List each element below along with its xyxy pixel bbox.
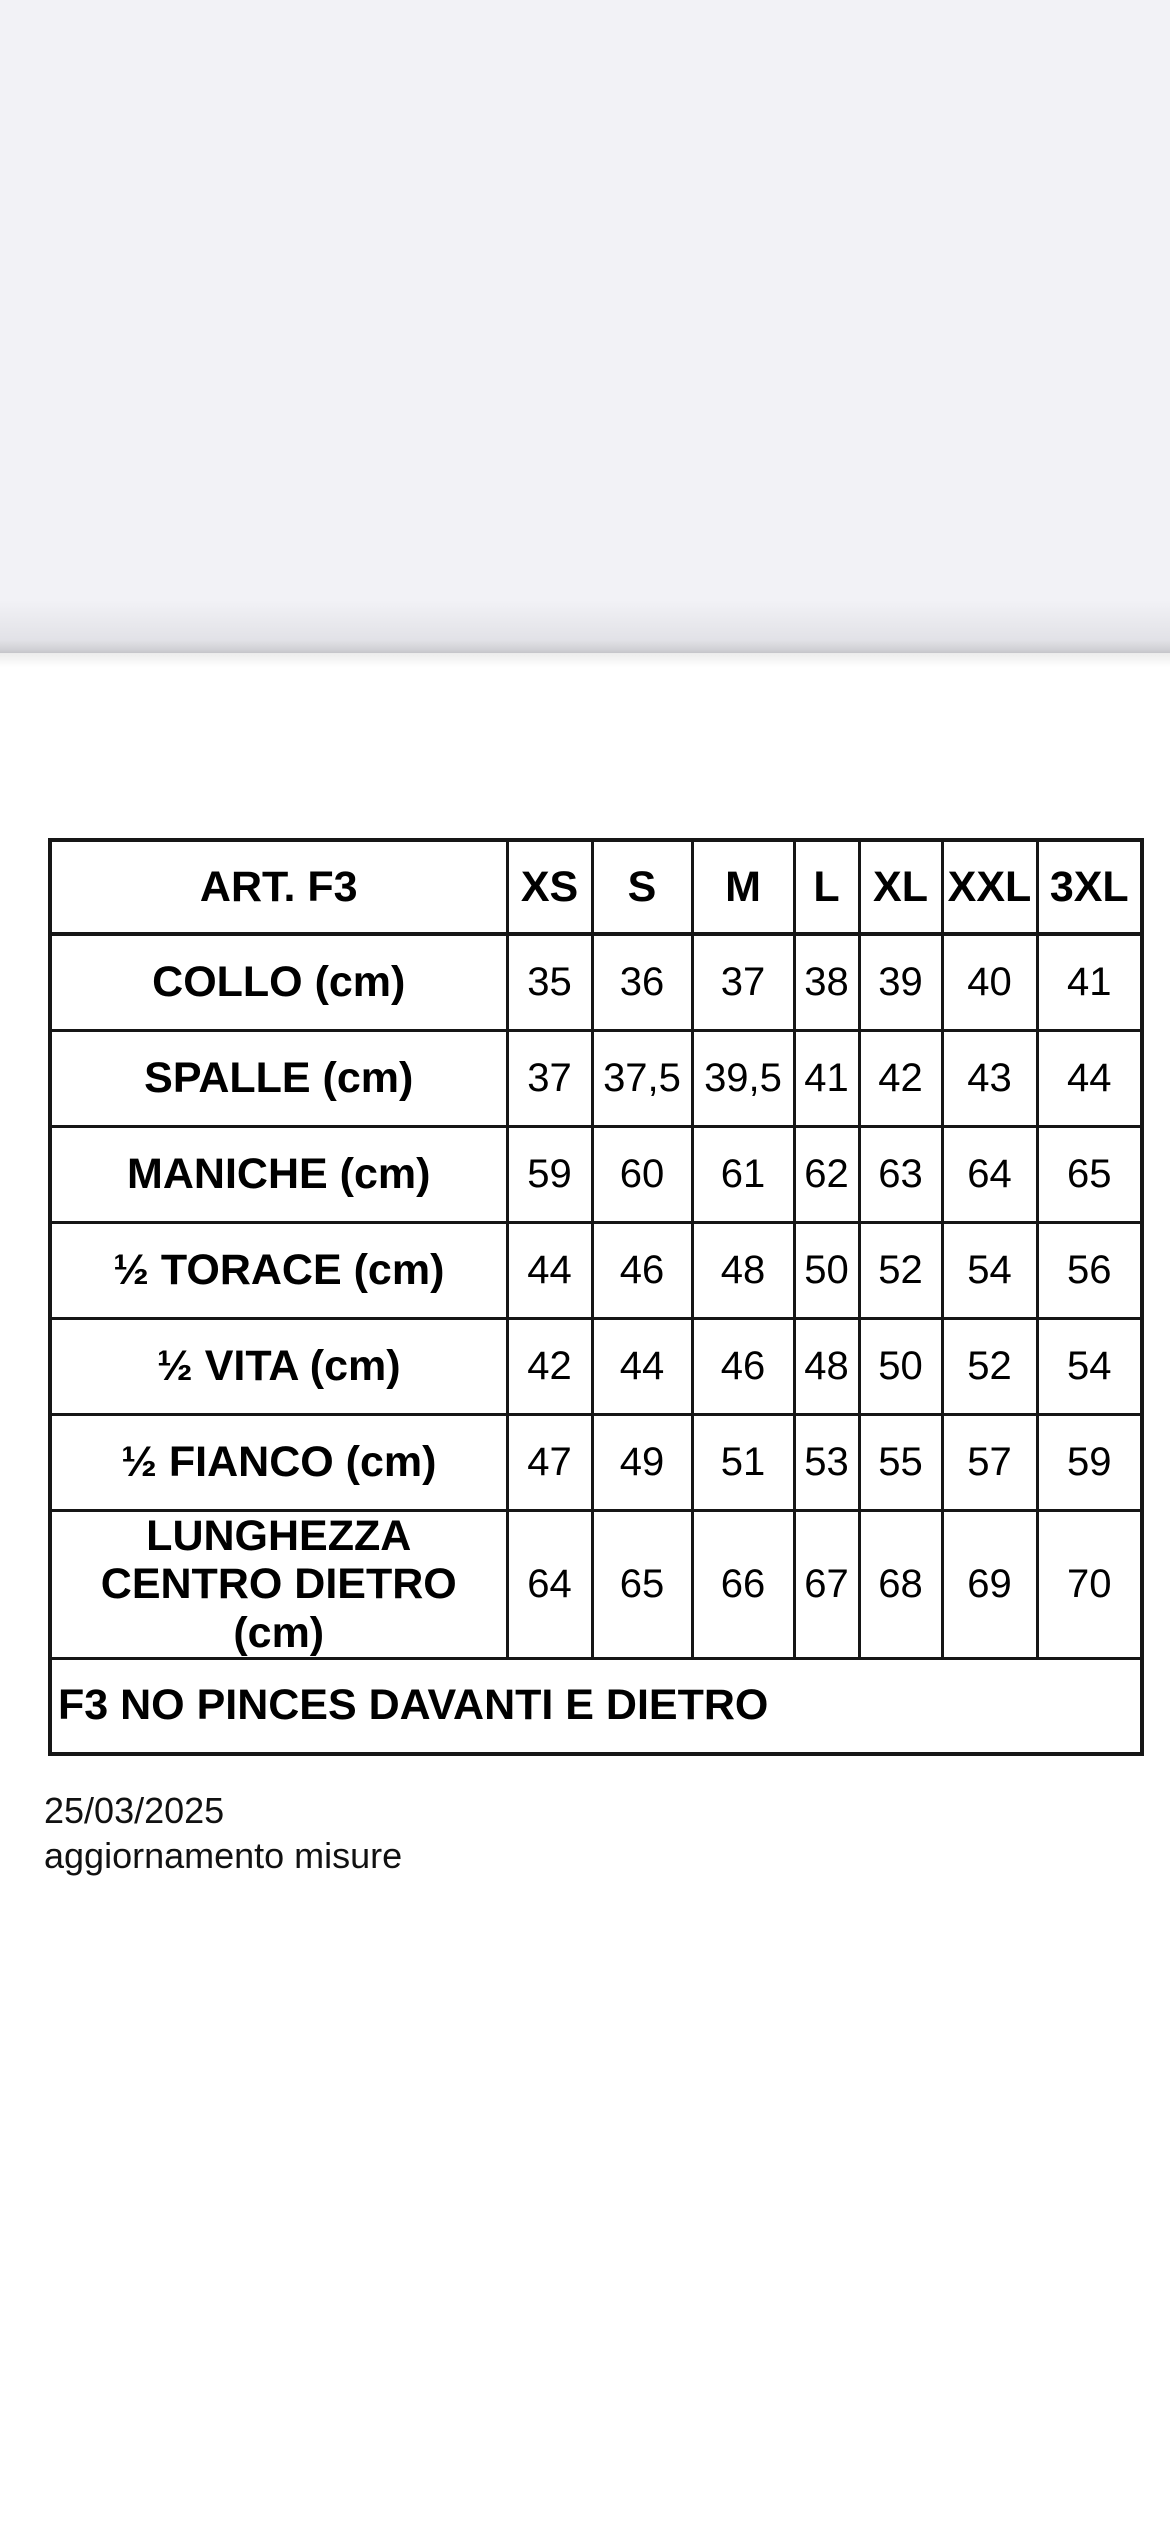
size-value-cell: 62 xyxy=(794,1126,859,1222)
size-value-cell: 53 xyxy=(794,1414,859,1510)
size-header-xxl: XXL xyxy=(942,840,1037,934)
size-table-row xyxy=(50,1222,1142,1318)
size-table xyxy=(48,838,1144,1756)
size-value-cell: 56 xyxy=(1037,1222,1142,1318)
size-value-cell: 47 xyxy=(507,1414,592,1510)
size-value-cell: 68 xyxy=(859,1510,942,1659)
size-value-cell: 38 xyxy=(794,934,859,1030)
size-value-cell: 37 xyxy=(692,934,794,1030)
size-value-cell: 40 xyxy=(942,934,1037,1030)
size-value-cell: 37 xyxy=(507,1030,592,1126)
size-value-cell: 41 xyxy=(794,1030,859,1126)
size-value-cell: 36 xyxy=(592,934,692,1030)
size-value-cell: 51 xyxy=(692,1414,794,1510)
row-label: ½ VITA (cm) xyxy=(50,1318,507,1414)
size-value-cell: 52 xyxy=(859,1222,942,1318)
size-table-row xyxy=(50,934,1142,1030)
size-header-xl: XL xyxy=(859,840,942,934)
size-value-cell: 41 xyxy=(1037,934,1142,1030)
size-header-s: S xyxy=(592,840,692,934)
update-date: 25/03/2025 xyxy=(44,1790,225,1831)
size-value-cell: 43 xyxy=(942,1030,1037,1126)
size-header-xs: XS xyxy=(507,840,592,934)
row-label: LUNGHEZZA CENTRO DIETRO (cm) xyxy=(50,1510,507,1659)
size-header-l: L xyxy=(794,840,859,934)
size-value-cell: 39 xyxy=(859,934,942,1030)
size-value-cell: 64 xyxy=(507,1510,592,1659)
size-header-m: M xyxy=(692,840,794,934)
size-value-cell: 67 xyxy=(794,1510,859,1659)
header-shadow xyxy=(0,653,1170,667)
size-table-row xyxy=(50,1414,1142,1510)
size-value-cell: 59 xyxy=(1037,1414,1142,1510)
size-value-cell: 65 xyxy=(1037,1126,1142,1222)
size-value-cell: 65 xyxy=(592,1510,692,1659)
size-value-cell: 48 xyxy=(692,1222,794,1318)
size-value-cell: 69 xyxy=(942,1510,1037,1659)
size-value-cell: 44 xyxy=(592,1318,692,1414)
size-value-cell: 60 xyxy=(592,1126,692,1222)
size-value-cell: 50 xyxy=(794,1222,859,1318)
size-value-cell: 61 xyxy=(692,1126,794,1222)
size-value-cell: 50 xyxy=(859,1318,942,1414)
size-value-cell: 42 xyxy=(507,1318,592,1414)
size-value-cell: 64 xyxy=(942,1126,1037,1222)
size-value-cell: 66 xyxy=(692,1510,794,1659)
size-table-row xyxy=(50,1510,1142,1659)
size-value-cell: 59 xyxy=(507,1126,592,1222)
size-value-cell: 35 xyxy=(507,934,592,1030)
size-value-cell: 54 xyxy=(1037,1318,1142,1414)
row-label: SPALLE (cm) xyxy=(50,1030,507,1126)
size-value-cell: 42 xyxy=(859,1030,942,1126)
size-value-cell: 44 xyxy=(1037,1030,1142,1126)
size-value-cell: 70 xyxy=(1037,1510,1142,1659)
size-value-cell: 52 xyxy=(942,1318,1037,1414)
size-value-cell: 39,5 xyxy=(692,1030,794,1126)
size-value-cell: 54 xyxy=(942,1222,1037,1318)
size-value-cell: 55 xyxy=(859,1414,942,1510)
row-label: MANICHE (cm) xyxy=(50,1126,507,1222)
article-header-cell: ART. F3 xyxy=(50,840,507,934)
row-label: COLLO (cm) xyxy=(50,934,507,1030)
update-info xyxy=(44,1788,402,1878)
row-label: ½ FIANCO (cm) xyxy=(50,1414,507,1510)
size-value-cell: 57 xyxy=(942,1414,1037,1510)
size-value-cell: 46 xyxy=(592,1222,692,1318)
size-table-header-row xyxy=(50,840,1142,934)
size-table-body xyxy=(50,934,1142,1659)
size-table-row xyxy=(50,1318,1142,1414)
note-row xyxy=(50,1659,1142,1754)
size-header-3xl: 3XL xyxy=(1037,840,1142,934)
size-value-cell: 44 xyxy=(507,1222,592,1318)
table-note: F3 NO PINCES DAVANTI E DIETRO xyxy=(50,1659,1142,1754)
size-value-cell: 63 xyxy=(859,1126,942,1222)
row-label: ½ TORACE (cm) xyxy=(50,1222,507,1318)
size-table-row xyxy=(50,1126,1142,1222)
collapsed-header-area xyxy=(0,0,1170,653)
update-note: aggiornamento misure xyxy=(44,1835,403,1876)
size-value-cell: 49 xyxy=(592,1414,692,1510)
size-value-cell: 37,5 xyxy=(592,1030,692,1126)
size-value-cell: 46 xyxy=(692,1318,794,1414)
size-value-cell: 48 xyxy=(794,1318,859,1414)
size-table-row xyxy=(50,1030,1142,1126)
